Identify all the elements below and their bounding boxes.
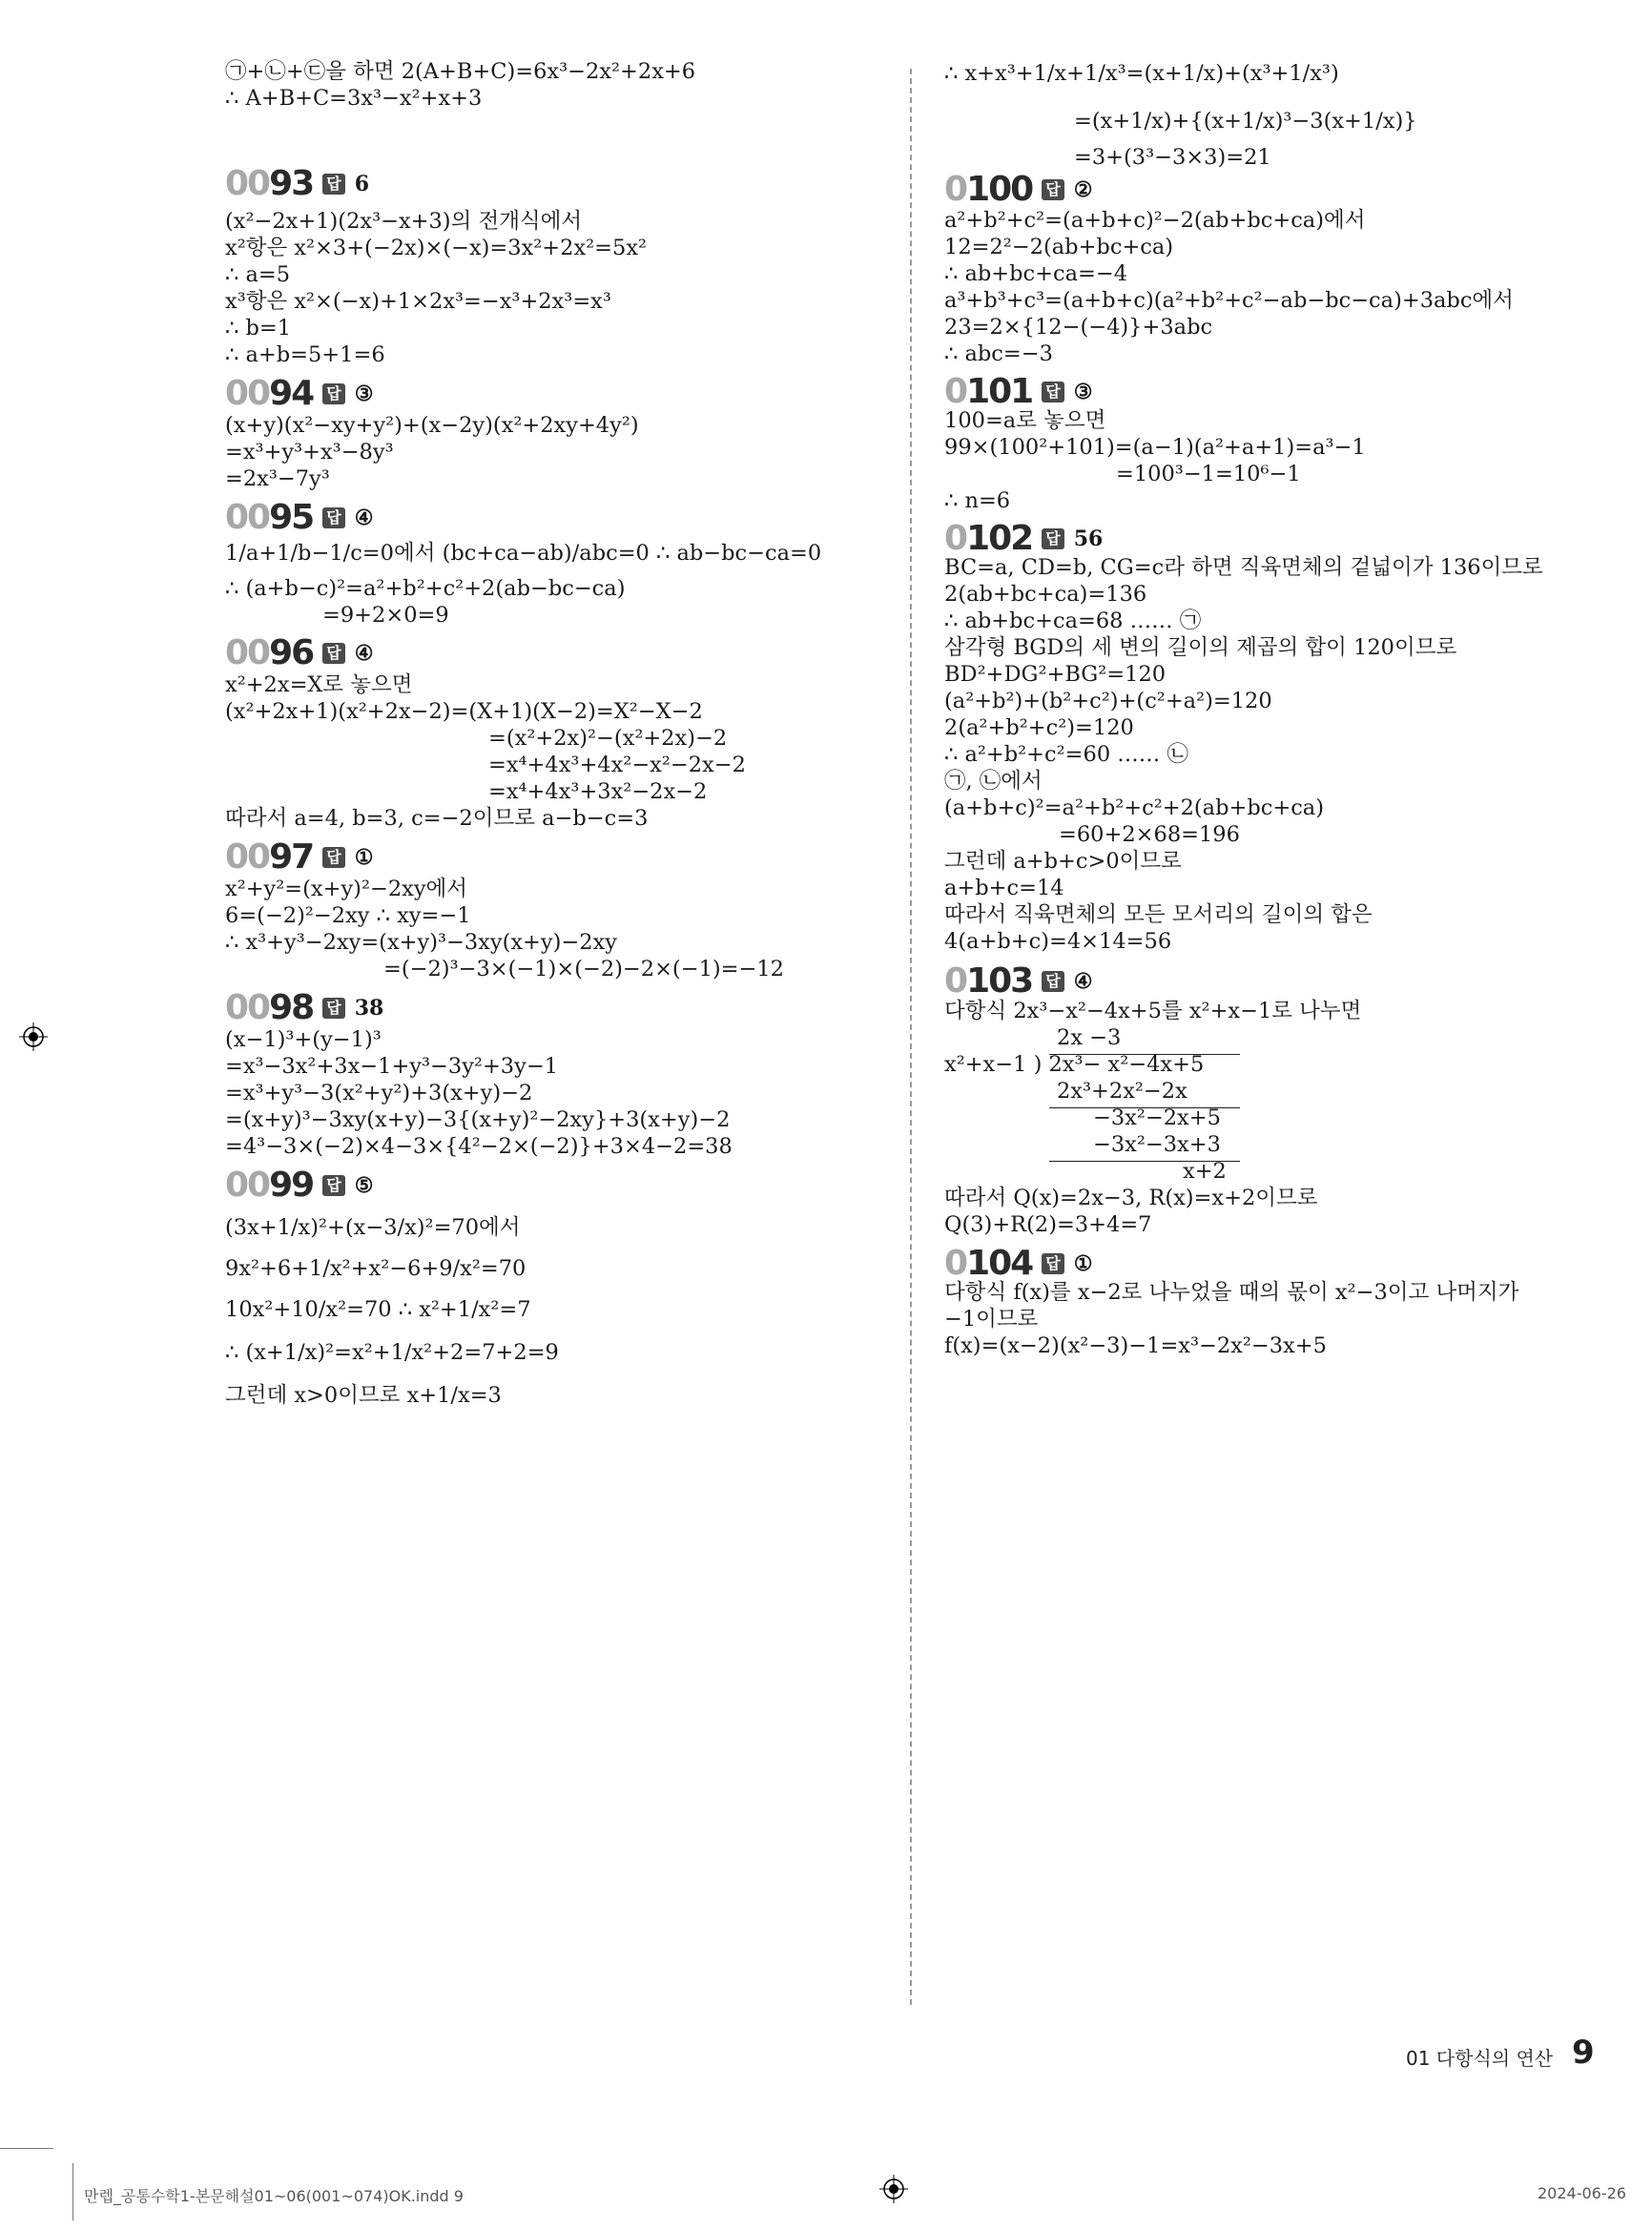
solution-line: ∴ ab+bc+ca=−4 bbox=[944, 261, 1128, 286]
division-step: −3x²−3x+3 bbox=[1093, 1132, 1221, 1157]
solution-line: =(−2)³−3×(−1)×(−2)−2×(−1)=−12 bbox=[383, 957, 784, 981]
solution-line: (x²−2x+1)(2x³−x+3)의 전개식에서 bbox=[225, 209, 583, 234]
solution-line: 9x²+6+1/x²+x²−6+9/x²=70 bbox=[225, 1256, 527, 1281]
solution-line: x²+2x=X로 놓으면 bbox=[225, 672, 413, 697]
answer-badge: 답 bbox=[1042, 528, 1063, 549]
solution-line: 2(a²+b²+c²)=120 bbox=[944, 715, 1134, 740]
problem-number: 0104 bbox=[944, 1244, 1033, 1283]
problem-header-0104 bbox=[944, 1244, 1092, 1283]
solution-line: ∴ abc=−3 bbox=[944, 341, 1053, 366]
solution-line: ∴ (x+1/x)²=x²+1/x²+2=7+2=9 bbox=[225, 1340, 559, 1365]
solution-line: x²항은 x²×3+(−2x)×(−x)=3x²+2x²=5x² bbox=[225, 236, 648, 260]
solution-line: =x³+y³−3(x²+y²)+3(x+y)−2 bbox=[225, 1081, 533, 1105]
solution-line: a²+b²+c²=(a+b+c)²−2(ab+bc+ca)에서 bbox=[944, 208, 1366, 233]
problem-number: 0102 bbox=[944, 519, 1033, 558]
column-divider bbox=[910, 69, 912, 2005]
solution-line: BD²+DG²+BG²=120 bbox=[944, 662, 1167, 687]
problem-header-0093 bbox=[225, 164, 369, 203]
problem-header-0098 bbox=[225, 988, 383, 1027]
answer-badge: 답 bbox=[322, 998, 344, 1019]
solution-line: =60+2×68=196 bbox=[1059, 822, 1240, 847]
answer-value: ③ bbox=[354, 381, 374, 406]
answer-value: ④ bbox=[354, 505, 374, 530]
solution-line: 그런데 x>0이므로 x+1/x=3 bbox=[225, 1383, 502, 1408]
solution-line: (x−1)³+(y−1)³ bbox=[225, 1027, 382, 1052]
solution-line: (x²+2x+1)(x²+2x−2)=(X+1)(X−2)=X²−X−2 bbox=[225, 699, 703, 724]
division-dividend: x²+x−1 ) 2x³− x²−4x+5 bbox=[944, 1052, 1205, 1077]
answer-badge: 답 bbox=[322, 1175, 344, 1196]
problem-header-0096 bbox=[225, 633, 373, 672]
answer-badge: 답 bbox=[322, 507, 344, 528]
problem-number: 0097 bbox=[225, 837, 314, 877]
answer-badge: 답 bbox=[322, 174, 344, 195]
solution-line: =4³−3×(−2)×4−3×{4²−2×(−2)}+3×4−2=38 bbox=[225, 1134, 733, 1159]
chapter-title: 01 다항식의 연산 bbox=[1406, 2047, 1554, 2070]
solution-line: 따라서 Q(x)=2x−3, R(x)=x+2이므로 bbox=[944, 1186, 1318, 1210]
problem-header-0095 bbox=[225, 498, 373, 537]
solution-line: ∴ b=1 bbox=[225, 316, 292, 341]
answer-value: ② bbox=[1073, 176, 1093, 202]
answer-badge: 답 bbox=[322, 643, 344, 664]
problem-number: 0101 bbox=[944, 372, 1033, 411]
crop-mark bbox=[0, 2148, 53, 2149]
page-number: 9 bbox=[1572, 2034, 1595, 2072]
answer-value: ④ bbox=[354, 640, 374, 666]
solution-line: 4(a+b+c)=4×14=56 bbox=[944, 929, 1172, 954]
problem-header-0097 bbox=[225, 837, 373, 877]
solution-line: =(x+1/x)+{(x+1/x)³−3(x+1/x)} bbox=[1074, 109, 1417, 134]
answer-badge: 답 bbox=[1042, 382, 1063, 403]
solution-line: =100³−1=10⁶−1 bbox=[1116, 462, 1301, 486]
problem-header-0103 bbox=[944, 961, 1092, 1001]
solution-line: a+b+c=14 bbox=[944, 876, 1064, 900]
solution-line: Q(3)+R(2)=3+4=7 bbox=[944, 1212, 1152, 1237]
solution-line: f(x)=(x−2)(x²−3)−1=x³−2x²−3x+5 bbox=[944, 1333, 1327, 1358]
problem-header-0094 bbox=[225, 374, 373, 413]
answer-badge: 답 bbox=[322, 383, 344, 404]
solution-line: ∴ A+B+C=3x³−x²+x+3 bbox=[225, 86, 483, 111]
solution-line: =x⁴+4x³+4x²−x²−2x−2 bbox=[488, 753, 746, 777]
solution-line: 다항식 2x³−x²−4x+5를 x²+x−1로 나누면 bbox=[944, 999, 1362, 1023]
solution-line: =(x²+2x)²−(x²+2x)−2 bbox=[488, 726, 728, 751]
solution-line: 100=a로 놓으면 bbox=[944, 408, 1106, 433]
solution-line: (x+y)(x²−xy+y²)+(x−2y)(x²+2xy+4y²) bbox=[225, 413, 639, 438]
solution-line: 삼각형 BGD의 세 변의 길이의 제곱의 합이 120이므로 bbox=[944, 635, 1457, 660]
answer-value: 6 bbox=[354, 171, 369, 196]
solution-line: =9+2×0=9 bbox=[322, 603, 449, 628]
answer-value: ① bbox=[1073, 1250, 1093, 1276]
solution-line: 따라서 a=4, b=3, c=−2이므로 a−b−c=3 bbox=[225, 806, 649, 831]
answer-badge: 답 bbox=[1042, 179, 1063, 200]
solution-line: =(x+y)³−3xy(x+y)−3{(x+y)²−2xy}+3(x+y)−2 bbox=[225, 1107, 731, 1132]
solution-line: ∴ a²+b²+c²=60 …… ㉡ bbox=[944, 742, 1188, 767]
solution-line: x²+y²=(x+y)²−2xy에서 bbox=[225, 877, 468, 901]
solution-line: (a²+b²)+(b²+c²)+(c²+a²)=120 bbox=[944, 689, 1272, 713]
solution-line: ∴ (a+b−c)²=a²+b²+c²+2(ab−bc−ca) bbox=[225, 576, 626, 601]
answer-value: 38 bbox=[354, 995, 384, 1021]
solution-line: =x⁴+4x³+3x²−2x−2 bbox=[488, 779, 708, 804]
solution-line: 12=2²−2(ab+bc+ca) bbox=[944, 235, 1174, 259]
answer-value: ① bbox=[354, 844, 374, 870]
crop-mark bbox=[72, 2163, 73, 2220]
problem-header-0099 bbox=[225, 1166, 373, 1205]
problem-number: 0093 bbox=[225, 164, 314, 203]
answer-value: ④ bbox=[1073, 968, 1093, 994]
solution-line: =3+(3³−3×3)=21 bbox=[1074, 145, 1271, 170]
solution-line: ㉠+㉡+㉢을 하면 2(A+B+C)=6x³−2x²+2x+6 bbox=[225, 59, 696, 84]
solution-line: a³+b³+c³=(a+b+c)(a²+b²+c²−ab−bc−ca)+3abc에서 bbox=[944, 288, 1514, 313]
answer-value: ③ bbox=[1073, 379, 1093, 404]
slug-filename: 만렙_공통수학1-본문해설01~06(001~074)OK.indd 9 bbox=[84, 2187, 464, 2205]
division-remainder: x+2 bbox=[1183, 1159, 1227, 1184]
problem-header-0100 bbox=[944, 170, 1092, 209]
solution-line: 23=2×{12−(−4)}+3abc bbox=[944, 315, 1213, 340]
answer-badge: 답 bbox=[322, 847, 344, 868]
solution-line: 10x²+10/x²=70 ∴ x²+1/x²=7 bbox=[225, 1297, 531, 1322]
solution-line: BC=a, CD=b, CG=c라 하면 직육면체의 겉넓이가 136이므로 bbox=[944, 555, 1543, 580]
problem-header-0102 bbox=[944, 519, 1103, 558]
solution-line: ∴ x+x³+1/x+1/x³=(x+1/x)+(x³+1/x³) bbox=[944, 61, 1339, 86]
division-step: 2x³+2x²−2x bbox=[1057, 1079, 1187, 1104]
solution-line: 따라서 직육면체의 모든 모서리의 길이의 합은 bbox=[944, 902, 1373, 927]
solution-line: ∴ x³+y³−2xy=(x+y)³−3xy(x+y)−2xy bbox=[225, 930, 617, 955]
problem-number: 0094 bbox=[225, 374, 314, 413]
slug-date: 2024-06-26 bbox=[1538, 2184, 1626, 2202]
solution-line: 1/a+1/b−1/c=0에서 (bc+ca−ab)/abc=0 ∴ ab−bc−ca=0 bbox=[225, 541, 822, 566]
solution-line: ∴ n=6 bbox=[944, 488, 1011, 513]
solution-line: (3x+1/x)²+(x−3/x)²=70에서 bbox=[225, 1215, 521, 1240]
problem-number: 0099 bbox=[225, 1166, 314, 1205]
solution-line: ㉠, ㉡에서 bbox=[944, 769, 1043, 794]
solution-line: 6=(−2)²−2xy ∴ xy=−1 bbox=[225, 903, 471, 928]
answer-value: 56 bbox=[1073, 526, 1104, 551]
solution-line: −1이므로 bbox=[944, 1307, 1039, 1332]
problem-number: 0096 bbox=[225, 633, 314, 672]
solution-line: ∴ a+b=5+1=6 bbox=[225, 342, 385, 367]
division-quotient: 2x −3 bbox=[1057, 1025, 1122, 1050]
solution-line: 2(ab+bc+ca)=136 bbox=[944, 582, 1147, 607]
solution-line: x³항은 x²×(−x)+1×2x³=−x³+2x³=x³ bbox=[225, 289, 611, 314]
solution-line: =2x³−7y³ bbox=[225, 466, 330, 491]
solution-line: (a+b+c)²=a²+b²+c²+2(ab+bc+ca) bbox=[944, 795, 1325, 820]
problem-number: 0095 bbox=[225, 498, 314, 537]
registration-mark-icon bbox=[879, 2175, 908, 2203]
problem-number: 0103 bbox=[944, 961, 1033, 1001]
solution-line: ∴ a=5 bbox=[225, 262, 291, 287]
problem-header-0101 bbox=[944, 372, 1092, 411]
answer-value: ⑤ bbox=[354, 1172, 374, 1198]
solution-line: =x³−3x²+3x−1+y³−3y²+3y−1 bbox=[225, 1054, 558, 1079]
answer-badge: 답 bbox=[1042, 1253, 1063, 1274]
problem-number: 0100 bbox=[944, 170, 1033, 209]
registration-mark-icon bbox=[19, 1022, 48, 1051]
solution-line: 다항식 f(x)를 x−2로 나누었을 때의 몫이 x²−3이고 나머지가 bbox=[944, 1280, 1519, 1305]
answer-badge: 답 bbox=[1042, 971, 1063, 992]
problem-number: 0098 bbox=[225, 988, 314, 1027]
division-step: −3x²−2x+5 bbox=[1093, 1105, 1221, 1130]
solution-line: 그런데 a+b+c>0이므로 bbox=[944, 849, 1182, 874]
solution-line: ∴ ab+bc+ca=68 …… ㉠ bbox=[944, 609, 1202, 633]
solution-line: 99×(100²+101)=(a−1)(a²+a+1)=a³−1 bbox=[944, 435, 1366, 460]
solution-line: =x³+y³+x³−8y³ bbox=[225, 440, 394, 465]
